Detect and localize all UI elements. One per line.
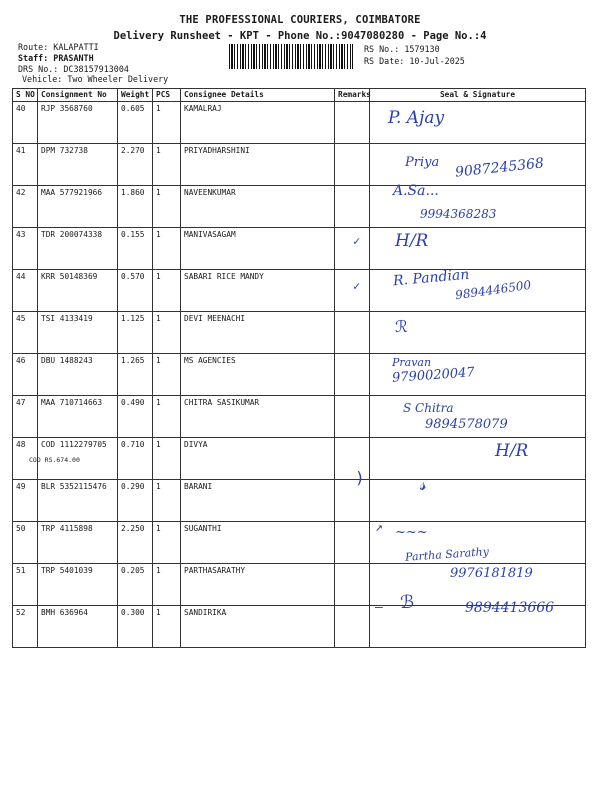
- signature-48: H/R: [495, 441, 529, 461]
- row-consignment: MAA 710714663: [38, 396, 118, 438]
- table-row: [13, 354, 586, 396]
- signature-43: H/R: [395, 231, 429, 251]
- row-consignment: BLR 5352115476: [38, 480, 118, 522]
- row-weight: 1.860: [118, 186, 153, 228]
- header-consignment: Consignment No: [38, 89, 118, 102]
- signature-47-phone: 9894578079: [425, 417, 508, 432]
- row-consignee: DIVYA: [181, 438, 335, 480]
- row-pcs: 1: [153, 144, 181, 186]
- row-consignment: TRP 4115898: [38, 522, 118, 564]
- row-consignment: DBU 1488243: [38, 354, 118, 396]
- row-pcs: 1: [153, 522, 181, 564]
- row-pcs: 1: [153, 480, 181, 522]
- row-remarks: [335, 354, 370, 396]
- row-remarks: [335, 396, 370, 438]
- row-sno: 45: [13, 312, 38, 354]
- header-consignee: Consignee Details: [181, 89, 335, 102]
- row-weight: 2.270: [118, 144, 153, 186]
- row-remarks: [335, 144, 370, 186]
- signature-47-name: S Chitra: [403, 401, 454, 415]
- row-consignment: RJP 3568760: [38, 102, 118, 144]
- row-weight: 0.300: [118, 606, 153, 648]
- signature-46-name: Pravan: [392, 356, 432, 369]
- signature-42-mark: A.Sa...: [393, 183, 439, 199]
- row-sno: 50: [13, 522, 38, 564]
- row-consignee: PARTHASARATHY: [181, 564, 335, 606]
- barcode-image: [229, 44, 353, 69]
- row-consignment: TRP 5401039: [38, 564, 118, 606]
- signature-44-phone: 9894446500: [454, 277, 532, 303]
- header-pcs: PCS: [153, 89, 181, 102]
- row-weight: 0.710: [118, 438, 153, 480]
- row-sno: 46: [13, 354, 38, 396]
- cod-amount: COD RS.674.00: [29, 456, 80, 464]
- row-remarks: [335, 564, 370, 606]
- drs-number: DRS No.: DC38157913004: [18, 64, 129, 74]
- row-pcs: 1: [153, 438, 181, 480]
- tick-mark-icon: ↗: [375, 520, 383, 535]
- row-pcs: 1: [153, 396, 181, 438]
- row-pcs: 1: [153, 354, 181, 396]
- row-remarks: [335, 312, 370, 354]
- scribble-signature-icon: ℛ: [395, 317, 408, 336]
- table-row: [13, 186, 586, 228]
- header-remarks: Remarks: [335, 89, 370, 102]
- signature-46-phone: 9790020047: [391, 365, 476, 386]
- row-pcs: 1: [153, 228, 181, 270]
- row-consignee: SUGANTHI: [181, 522, 335, 564]
- row-weight: 0.205: [118, 564, 153, 606]
- table-row: [13, 102, 586, 144]
- row-consignment: KRR 50148369: [38, 270, 118, 312]
- staff-label: Staff: PRASANTH: [18, 53, 94, 63]
- row-consignee: CHITRA SASIKUMAR: [181, 396, 335, 438]
- signature-52-phone: 9894413666: [465, 600, 555, 616]
- table-row: [13, 522, 586, 564]
- row-weight: 0.155: [118, 228, 153, 270]
- signature-41-name: Priya: [405, 155, 440, 170]
- row-signature: [370, 438, 586, 480]
- table-row: [13, 480, 586, 522]
- row-consignment: BMH 636964: [38, 606, 118, 648]
- row-weight: 1.125: [118, 312, 153, 354]
- row-weight: 1.265: [118, 354, 153, 396]
- row-consignment: DPM 732738: [38, 144, 118, 186]
- signature-51-phone: 9976181819: [450, 566, 533, 581]
- row-remarks: [335, 186, 370, 228]
- company-title: THE PROFESSIONAL COURIERS, COIMBATORE: [179, 14, 421, 26]
- row-remarks: [335, 270, 370, 312]
- row-remarks: [335, 522, 370, 564]
- row-consignment: TDR 200074338: [38, 228, 118, 270]
- table-row: [13, 312, 586, 354]
- signature-51-name: Partha Sarathy: [404, 545, 490, 564]
- table-header-row: [13, 89, 586, 102]
- signature-44-name: R. Pandian: [392, 266, 470, 290]
- row-sno: 42: [13, 186, 38, 228]
- runsheet-subtitle: Delivery Runsheet - KPT - Phone No.:9047080280 - Page No.:4: [113, 30, 487, 42]
- row-weight: 0.605: [118, 102, 153, 144]
- rs-date: RS Date: 10-Jul-2025: [364, 56, 465, 66]
- row-sno: 52: [13, 606, 38, 648]
- row-pcs: 1: [153, 270, 181, 312]
- row-consignment: MAA 577921966: [38, 186, 118, 228]
- row-sno: 43: [13, 228, 38, 270]
- row-consignee: KAMALRAJ: [181, 102, 335, 144]
- row-consignment: [29, 438, 118, 480]
- row-pcs: 1: [153, 186, 181, 228]
- row-sno: 51: [13, 564, 38, 606]
- row-consignee: BARANI: [181, 480, 335, 522]
- row-consignee: DEVI MEENACHI: [181, 312, 335, 354]
- row-consignee: NAVEENKUMAR: [181, 186, 335, 228]
- row-weight: 2.250: [118, 522, 153, 564]
- row-sno: 48: [13, 438, 38, 480]
- vehicle-label: Vehicle: Two Wheeler Delivery: [22, 74, 169, 84]
- signature-41-phone: 9087245368: [454, 155, 545, 181]
- row-consignee: SANDIRIKA: [181, 606, 335, 648]
- row-signature: [370, 480, 586, 522]
- rs-number: RS No.: 1579130: [364, 44, 440, 54]
- row-sno: 40: [13, 102, 38, 144]
- tick-mark-icon: ✓: [353, 234, 361, 248]
- row-pcs: 1: [153, 102, 181, 144]
- header-sno: S NO: [13, 89, 38, 102]
- scribble-signature-icon: ℬ: [400, 592, 415, 613]
- signature-40: P. Ajay: [388, 108, 445, 128]
- row-remarks: [335, 102, 370, 144]
- row-consignee: SABARI RICE MANDY: [181, 270, 335, 312]
- row-sno: 49: [13, 480, 38, 522]
- row-pcs: 1: [153, 312, 181, 354]
- row-sno: 44: [13, 270, 38, 312]
- signature-50-tamil: ~~~: [395, 525, 428, 540]
- consignment-number: COD 1112279705: [41, 440, 107, 449]
- header-signature: Seal & Signature: [370, 89, 586, 102]
- row-consignee: MS AGENCIES: [181, 354, 335, 396]
- row-weight: 0.290: [118, 480, 153, 522]
- scribble-signature-icon: 𝓈: [420, 474, 427, 495]
- dash-mark-icon: —: [375, 600, 383, 615]
- row-pcs: 1: [153, 606, 181, 648]
- row-sno: 47: [13, 396, 38, 438]
- row-remarks: [335, 228, 370, 270]
- row-consignment: TSI 4133419: [38, 312, 118, 354]
- row-sno: 41: [13, 144, 38, 186]
- signature-42-phone: 9994368283: [420, 207, 497, 221]
- header-weight: Weight: [118, 89, 153, 102]
- route-label: Route: KALAPATTI: [18, 42, 99, 52]
- row-weight: 0.570: [118, 270, 153, 312]
- table-row: [13, 228, 586, 270]
- row-pcs: 1: [153, 564, 181, 606]
- tick-mark-icon: ✓: [353, 279, 361, 293]
- row-consignee: PRIYADHARSHINI: [181, 144, 335, 186]
- row-consignee: MANIVASAGAM: [181, 228, 335, 270]
- bracket-mark-icon: ): [355, 468, 365, 487]
- row-weight: 0.490: [118, 396, 153, 438]
- row-remarks: [335, 606, 370, 648]
